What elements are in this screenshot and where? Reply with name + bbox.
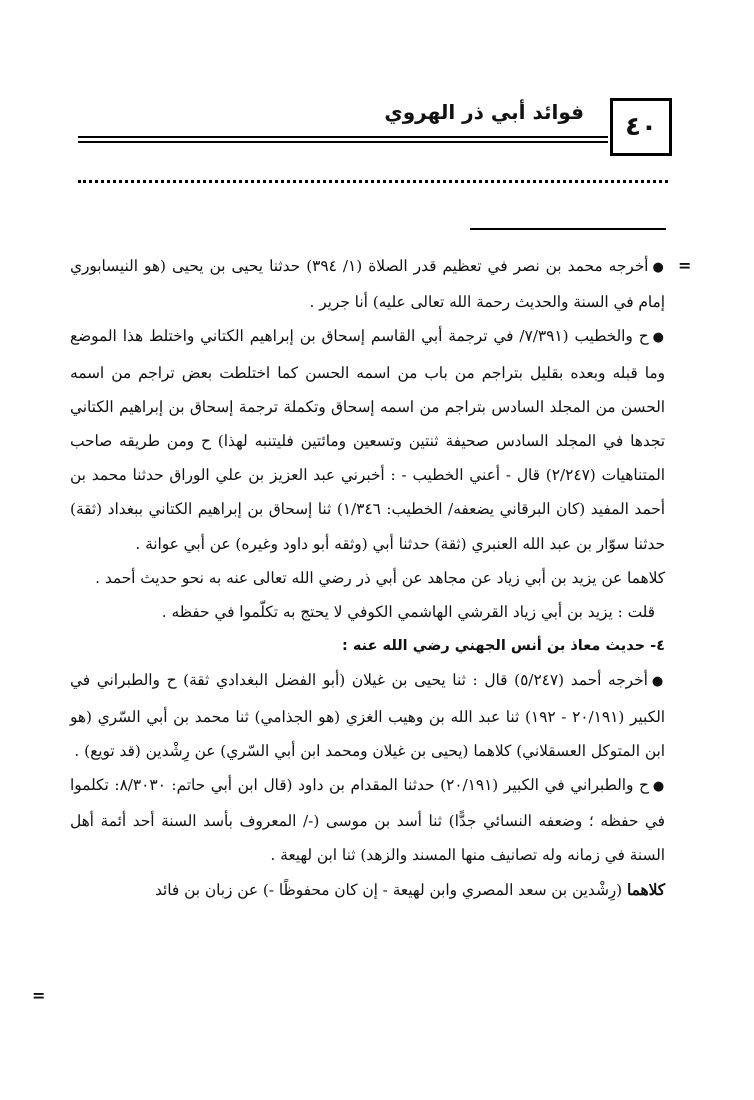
paragraph	[70, 595, 665, 629]
paragraph-text: ح والخطيب (٧/٣٩١/ في ترجمة أبي القاسم إسحاق بن إبراهيم الكتاني واختلط هذا الموضع وما قبله وبعده بقليل بتراجم من باب من اسمه الحسن كما اختلطت بعض تراجم من اسمه الحسن من المجلد السادس بتراجم من اسمه إسحاق وتكملة ترجمة إسحاق بن إبراهيم الكتاني تجدها في المجلد السادس صحيفة ثنتين وتسعين ومائتين فليتنبه لهذا) ح ومن طريقه صاحب المتناهيات (٢/٢٤٧) قال - أعني الخطيب - : أخبرني عبد العزيز بن علي الوراق حدثنا محمد بن أحمد المفيد (كان البرقاني يضعفه/ الخطيب: ١/٣٤٦) ثنا إسحاق بن إبراهيم الكتاني ببغداد (ثقة) حدثنا سوّار بن عبد الله العنبري (ثقة) حدثنا أبي (وثقه أبو داود وغيره) عن أبي عوانة .	[70, 327, 665, 553]
paragraph-text: أخرجه أحمد (٥/٢٤٧) قال : ثنا يحيى بن غيلان (أبو الفضل البغدادي ثقة) ح والطبراني في الكبير (٢٠/١٩١ - ١٩٢) ثنا عبد الله بن وهيب الغزي (هو الجذامي) ثنا محمد بن أبي السّري (هو ابن المتوكل العسقلاني) كلاهما (يحيى بن غيلان ومحمد ابن أبي السّري) عن رِشْدين (قد تويع) .	[70, 671, 665, 760]
bullet-icon: ●	[652, 330, 666, 346]
bullet-icon: ●	[652, 260, 665, 275]
paragraph	[70, 873, 665, 907]
margin-continuation-mark-top: =	[678, 256, 692, 275]
paragraph	[70, 561, 665, 595]
bullet-icon: ●	[652, 779, 666, 795]
paragraph-text: كلاهما عن يزيد بن أبي زياد عن مجاهد عن أبي ذر رضي الله تعالى عنه به نحو حديث أحمد .	[95, 568, 665, 587]
footnote-separator	[470, 228, 666, 230]
paragraph	[70, 249, 665, 319]
paragraph-text: قلت : يزيد بن أبي زياد القرشي الهاشمي الكوفي لا يحتج به تكلّموا في حفظه .	[161, 603, 655, 622]
margin-continuation-mark-bottom: =	[32, 986, 46, 1005]
bullet-icon: ●	[651, 674, 665, 690]
lead-word: كلاهما	[627, 880, 665, 899]
header-double-rule	[78, 136, 608, 143]
paragraph	[70, 319, 665, 560]
paragraph	[70, 663, 665, 768]
section-heading: ٤- حديث معاذ بن أنس الجهني رضي الله عنه :	[342, 638, 665, 655]
page-number: ٤٠	[610, 98, 672, 156]
running-header-title: فوائد أبي ذر الهروي	[384, 100, 584, 124]
footnote-body	[70, 249, 665, 907]
paragraph-text: (رِشْدين بن سعد المصري وابن لهيعة - إن كان محفوظًا -) عن زبان بن فائد	[154, 880, 623, 899]
paragraph	[70, 768, 665, 873]
paragraph-text: أخرجه محمد بن نصر في تعظيم قدر الصلاة (١/ ٣٩٤) حدثنا يحيى بن يحيى (هو النيسابوري إمام في السنة والحديث رحمة الله تعالى عليه) أنا جرير .	[70, 257, 665, 312]
paragraph-text: ح والطبراني في الكبير (٢٠/١٩١) حدثنا المقدام بن داود (قال ابن أبي حاتم: ٨/٣٠٣٠: تكلموا في حفظه ؛ وضعفه النسائي جدًّا) ثنا أسد بن موسى (-/ المعروف بأسد السنة أحد أئمة أهل السنة في زمانه وله تصانيف منها المسند والزهد) ثنا ابن لهيعة .	[70, 776, 665, 865]
dotted-separator	[78, 180, 668, 183]
